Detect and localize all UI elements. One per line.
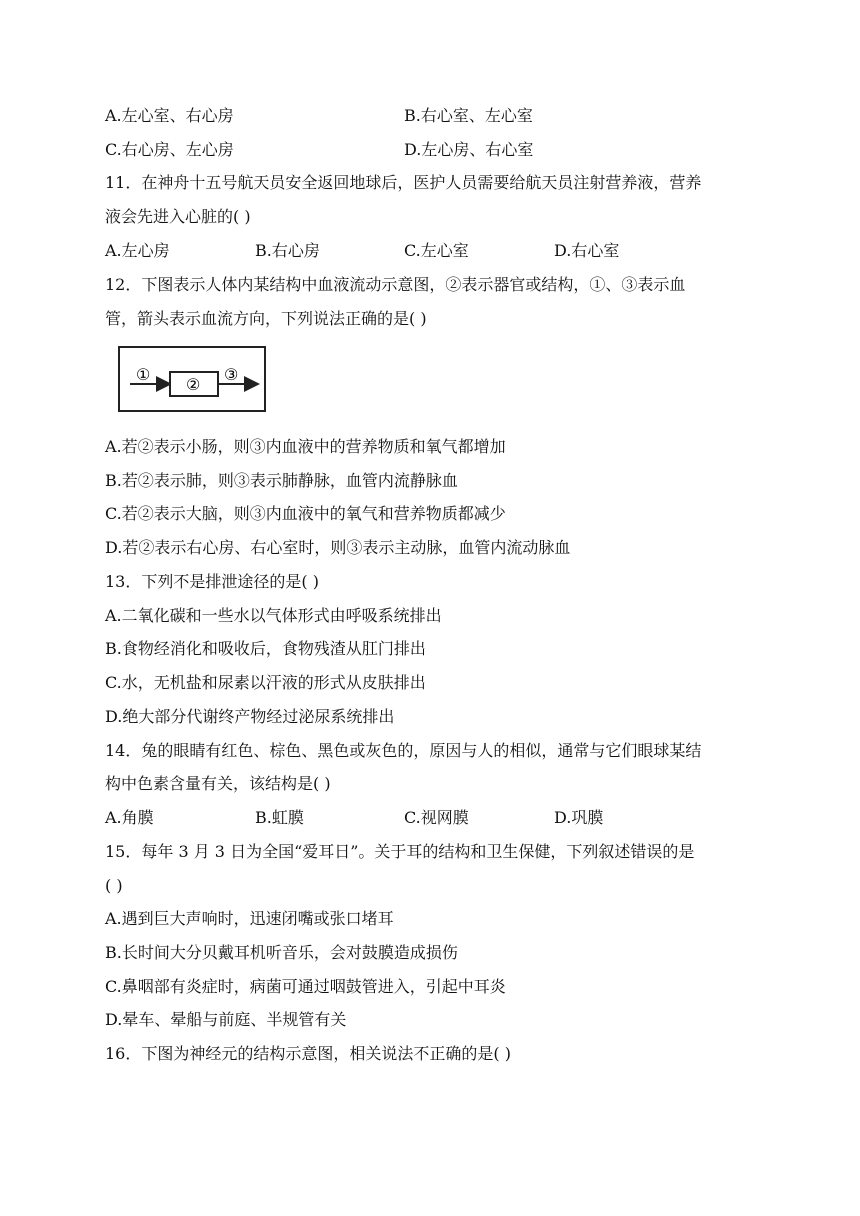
q14-option-a: A.角膜 (105, 808, 154, 827)
q13-option-d: D.绝大部分代谢终产物经过泌尿系统排出 (105, 707, 395, 726)
q12-option-b: B.若②表示肺，则③表示肺静脉，血管内流静脉血 (105, 471, 458, 490)
q14-option-b: B.虹膜 (255, 808, 304, 827)
q10-option-d: D.左心房、右心室 (404, 140, 534, 159)
q15-option-b: B.长时间大分贝戴耳机听音乐，会对鼓膜造成损伤 (105, 943, 458, 962)
q12-option-c: C.若②表示大脑，则③内血液中的氧气和营养物质都减少 (105, 504, 506, 523)
q15-option-a: A.遇到巨大声响时，迅速闭嘴或张口堵耳 (105, 909, 394, 928)
q12-stem-line1: 12．下图表示人体内某结构中血液流动示意图，②表示器官或结构，①、③表示血 (105, 275, 686, 294)
q15-stem-line1: 15．每年 3 月 3 日为全国“爱耳日”。关于耳的结构和卫生保健，下列叙述错误的是 (105, 842, 695, 861)
q10-option-a: A.左心室、右心房 (105, 106, 234, 125)
label-vessel-1: ① (136, 365, 151, 384)
q14-stem-line2: 构中色素含量有关，该结构是( ) (105, 774, 331, 793)
label-vessel-3: ③ (224, 365, 239, 384)
q10-option-b: B.右心室、左心室 (404, 106, 533, 125)
blood-flow-diagram-svg (120, 348, 266, 412)
q10-option-c: C.右心房、左心房 (105, 140, 234, 159)
q13-stem: 13．下列不是排泄途径的是( ) (105, 572, 319, 591)
q12-option-a: A.若②表示小肠，则③内血液中的营养物质和氧气都增加 (105, 437, 506, 456)
q13-option-c: C.水，无机盐和尿素以汗液的形式从皮肤排出 (105, 673, 426, 692)
label-organ-2: ② (186, 375, 201, 394)
q11-option-b: B.右心房 (255, 241, 320, 260)
q14-option-d: D.巩膜 (554, 808, 604, 827)
q11-stem-line2: 液会先进入心脏的( ) (105, 207, 251, 226)
q15-stem-line2: ( ) (105, 876, 123, 895)
q12-stem-line2: 管，箭头表示血流方向，下列说法正确的是( ) (105, 309, 427, 328)
blood-flow-diagram (118, 346, 266, 412)
q15-option-c: C.鼻咽部有炎症时，病菌可通过咽鼓管进入，引起中耳炎 (105, 977, 506, 996)
q15-option-d: D.晕车、晕船与前庭、半规管有关 (105, 1010, 347, 1029)
q13-option-b: B.食物经消化和吸收后，食物残渣从肛门排出 (105, 639, 426, 658)
q11-option-c: C.左心室 (404, 241, 469, 260)
q14-stem-line1: 14．兔的眼睛有红色、棕色、黑色或灰色的，原因与人的相似，通常与它们眼球某结 (105, 741, 702, 760)
q12-option-d: D.若②表示右心房、右心室时，则③表示主动脉，血管内流动脉血 (105, 538, 571, 557)
q13-option-a: A.二氧化碳和一些水以气体形式由呼吸系统排出 (105, 606, 442, 625)
q11-option-d: D.右心室 (554, 241, 620, 260)
q16-stem: 16．下图为神经元的结构示意图，相关说法不正确的是( ) (105, 1044, 511, 1063)
q14-option-c: C.视网膜 (404, 808, 469, 827)
q11-option-a: A.左心房 (105, 241, 170, 260)
q11-stem-line1: 11．在神舟十五号航天员安全返回地球后，医护人员需要给航天员注射营养液，营养 (105, 173, 702, 192)
